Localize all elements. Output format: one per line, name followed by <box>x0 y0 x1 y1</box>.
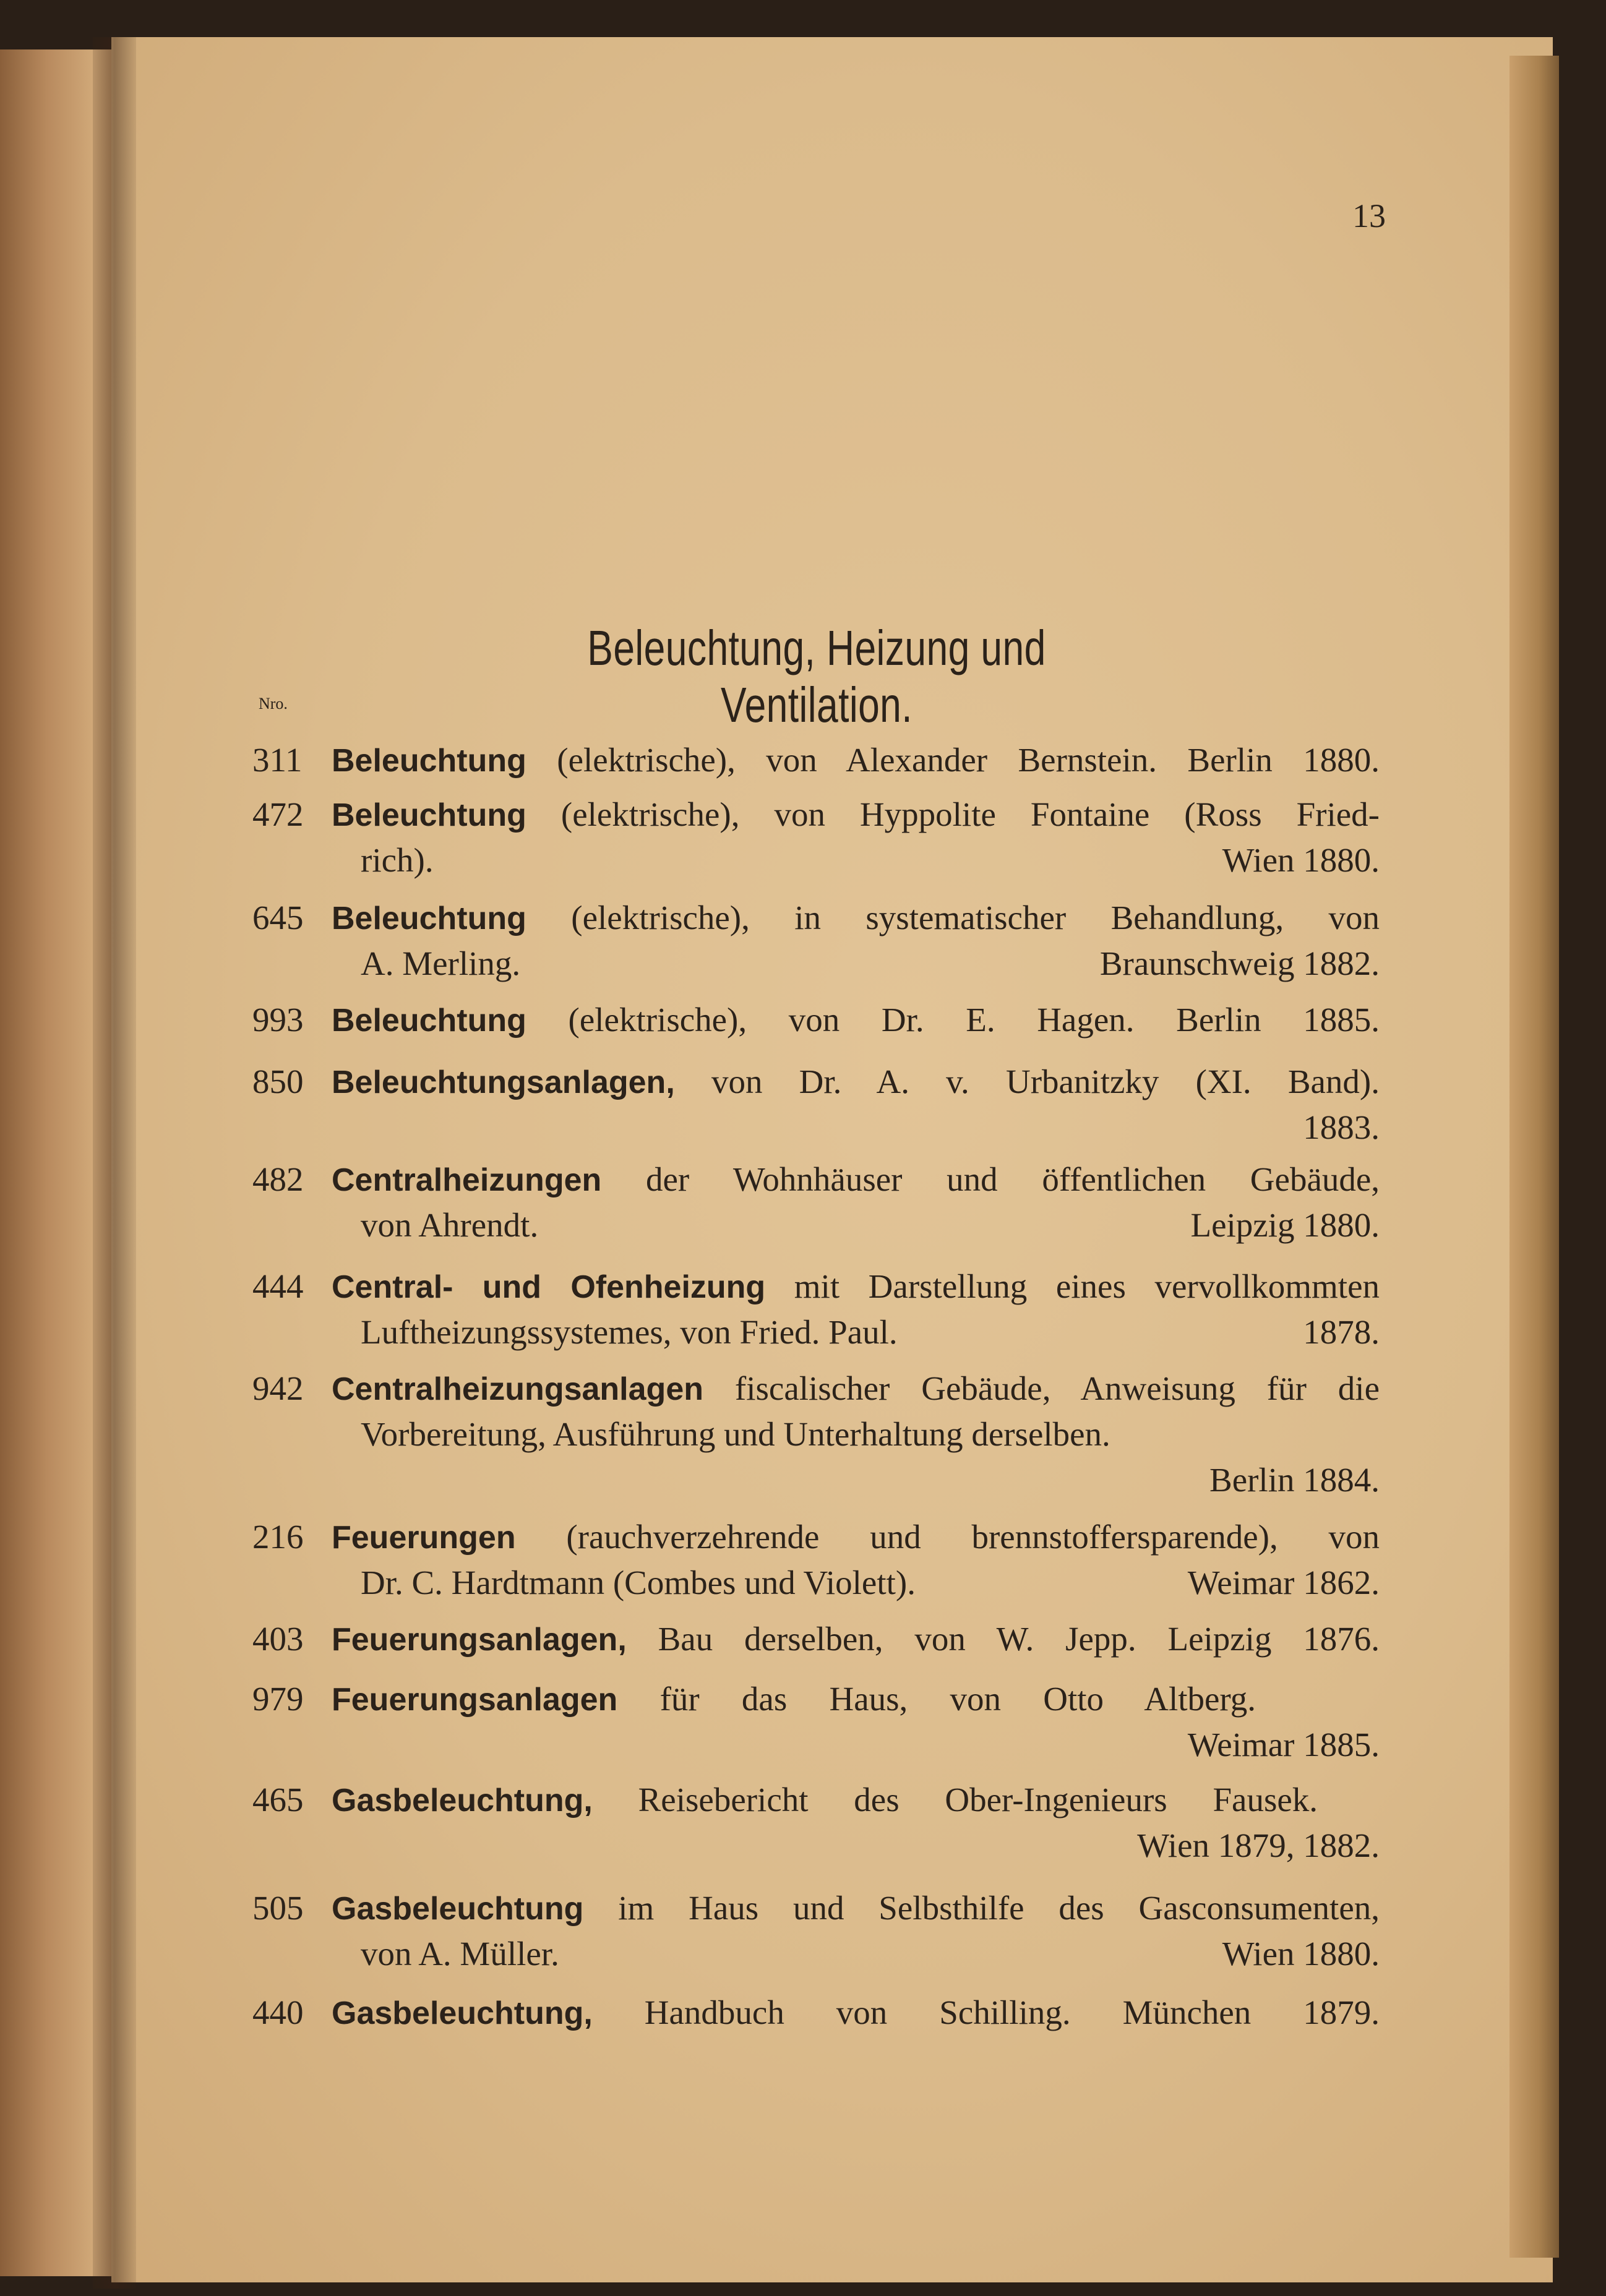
column-label: Nro. <box>259 695 288 713</box>
entry-text: fiscalischer Gebäude, Anweisung für die <box>734 1369 1380 1407</box>
entry-number: 465 <box>252 1781 304 1818</box>
entry-number: 850 <box>252 1063 304 1100</box>
entry-continuation: von A. Müller. <box>361 1935 559 1973</box>
entry-text: (elektrische), von Alexander Bernstein. <box>557 741 1157 779</box>
entry-number: 444 <box>252 1267 304 1305</box>
entry-title: Gasbeleuchtung, <box>332 1783 593 1818</box>
entry-line <box>332 1059 1380 1105</box>
entry-text: im Haus und Selbsthilfe des Gasconsumenten, <box>618 1889 1380 1927</box>
entry-continuation: Vorbereitung, Ausführung und Unterhaltung derselben. <box>361 1415 1110 1453</box>
entry-place-date: Weimar 1885. <box>1187 1726 1380 1763</box>
entry-line-2 <box>361 1560 1380 1606</box>
entry-title: Feuerungsanlagen, <box>332 1622 627 1658</box>
entry-place-date: Braunschweig 1882. <box>1099 945 1380 982</box>
entry-text: für das Haus, von Otto Altberg. <box>659 1680 1256 1718</box>
entry-text: (rauchverzehrende und brennstoffersparende), von <box>566 1518 1380 1556</box>
entry-title: Feuerungen <box>332 1520 516 1556</box>
entry-line <box>332 1990 1380 2036</box>
entry-number: 505 <box>252 1889 304 1927</box>
entry-text: (elektrische), von Hyppolite Fontaine (Ross Fried- <box>560 795 1380 833</box>
entry-line-2 <box>361 941 1380 987</box>
entry-line <box>332 1616 1380 1663</box>
entry-continuation: rich). <box>361 841 434 879</box>
entry-place-date: 1883. <box>1303 1108 1380 1146</box>
entry-title: Beleuchtung <box>332 743 526 779</box>
entry-place-date: Wien 1880. <box>1222 841 1380 879</box>
entry-line-2 <box>361 1202 1380 1248</box>
entry-text: Handbuch von Schilling. <box>644 1994 1071 2031</box>
entry-text: (elektrische), in systematischer Behandlung, von <box>571 899 1380 936</box>
entry-place-date: Berlin 1885. <box>1176 1001 1380 1039</box>
entry-text: der Wohnhäuser und öffentlichen Gebäude, <box>645 1160 1380 1198</box>
entry-line <box>332 1264 1380 1310</box>
entry-number: 993 <box>252 1001 304 1039</box>
entry-line-2 <box>361 1411 1380 1457</box>
entry-title: Central- und Ofenheizung <box>332 1269 766 1305</box>
entry-title: Beleuchtung <box>332 797 526 833</box>
entry-line-2 <box>361 837 1380 883</box>
entry-line <box>332 1157 1380 1203</box>
entry-line <box>332 1676 1256 1723</box>
entry-continuation: Dr. C. Hardtmann (Combes und Violett). <box>361 1564 916 1601</box>
entry-number: 942 <box>252 1369 304 1407</box>
entry-line <box>332 1514 1380 1561</box>
page-stack-edge <box>1509 56 1559 2258</box>
entry-text: Bau derselben, von W. Jepp. <box>658 1620 1136 1658</box>
entry-title: Beleuchtung <box>332 1003 526 1039</box>
entry-number: 311 <box>252 741 303 779</box>
entry-title: Centralheizungen <box>332 1162 602 1198</box>
entry-line-2 <box>361 1931 1380 1977</box>
entry-line <box>332 792 1380 838</box>
entry-number: 472 <box>252 795 304 833</box>
entry-number: 979 <box>252 1680 304 1718</box>
section-title: Beleuchtung, Heizung und Ventilation. <box>587 620 1046 732</box>
entry-number: 482 <box>252 1160 304 1198</box>
entry-line <box>332 997 1380 1043</box>
entry-title: Centralheizungsanlagen <box>332 1371 703 1407</box>
entry-text: von Dr. A. v. Urbanitzky (XI. Band). <box>711 1063 1380 1100</box>
entry-continuation: Luftheizungssystemes, von Fried. Paul. <box>361 1313 898 1351</box>
entry-line <box>332 895 1380 941</box>
entry-place-date: Weimar 1862. <box>1187 1564 1380 1601</box>
entry-place-date: 1878. <box>1303 1313 1380 1351</box>
entry-title: Gasbeleuchtung, <box>332 1995 593 2031</box>
entry-place-date: München 1879. <box>1122 1994 1380 2031</box>
entry-place-date: Wien 1879, 1882. <box>1137 1827 1380 1864</box>
entry-place-date: Leipzig 1876. <box>1167 1620 1380 1658</box>
entry-number: 440 <box>252 1994 304 2031</box>
book-spine <box>93 37 136 2289</box>
entry-place-date: Berlin 1880. <box>1187 741 1380 779</box>
entry-number: 645 <box>252 899 304 936</box>
page-number: 13 <box>1352 197 1386 234</box>
entry-number: 216 <box>252 1518 304 1556</box>
entry-title: Gasbeleuchtung <box>332 1891 584 1927</box>
entry-continuation: von Ahrendt. <box>361 1206 539 1244</box>
entry-place-date: Leipzig 1880. <box>1190 1206 1380 1244</box>
entry-place-date: Wien 1880. <box>1222 1935 1380 1973</box>
entry-number: 403 <box>252 1620 304 1658</box>
entry-line <box>332 1366 1380 1412</box>
entry-line <box>332 1885 1380 1932</box>
entry-text: (elektrische), von Dr. E. Hagen. <box>568 1001 1135 1039</box>
entry-title: Beleuchtungsanlagen, <box>332 1064 675 1100</box>
entry-title: Beleuchtung <box>332 901 526 936</box>
entry-line <box>332 1777 1318 1823</box>
entry-line <box>332 737 1380 784</box>
entry-text: Reisebericht des Ober-Ingenieurs Fausek. <box>638 1781 1318 1818</box>
entry-title: Feuerungsanlagen <box>332 1682 618 1718</box>
entry-line-2 <box>361 1309 1380 1355</box>
entry-text: mit Darstellung eines vervollkommten <box>794 1267 1380 1305</box>
entry-continuation: A. Merling. <box>361 945 521 982</box>
entry-place-date: Berlin 1884. <box>1209 1461 1380 1499</box>
